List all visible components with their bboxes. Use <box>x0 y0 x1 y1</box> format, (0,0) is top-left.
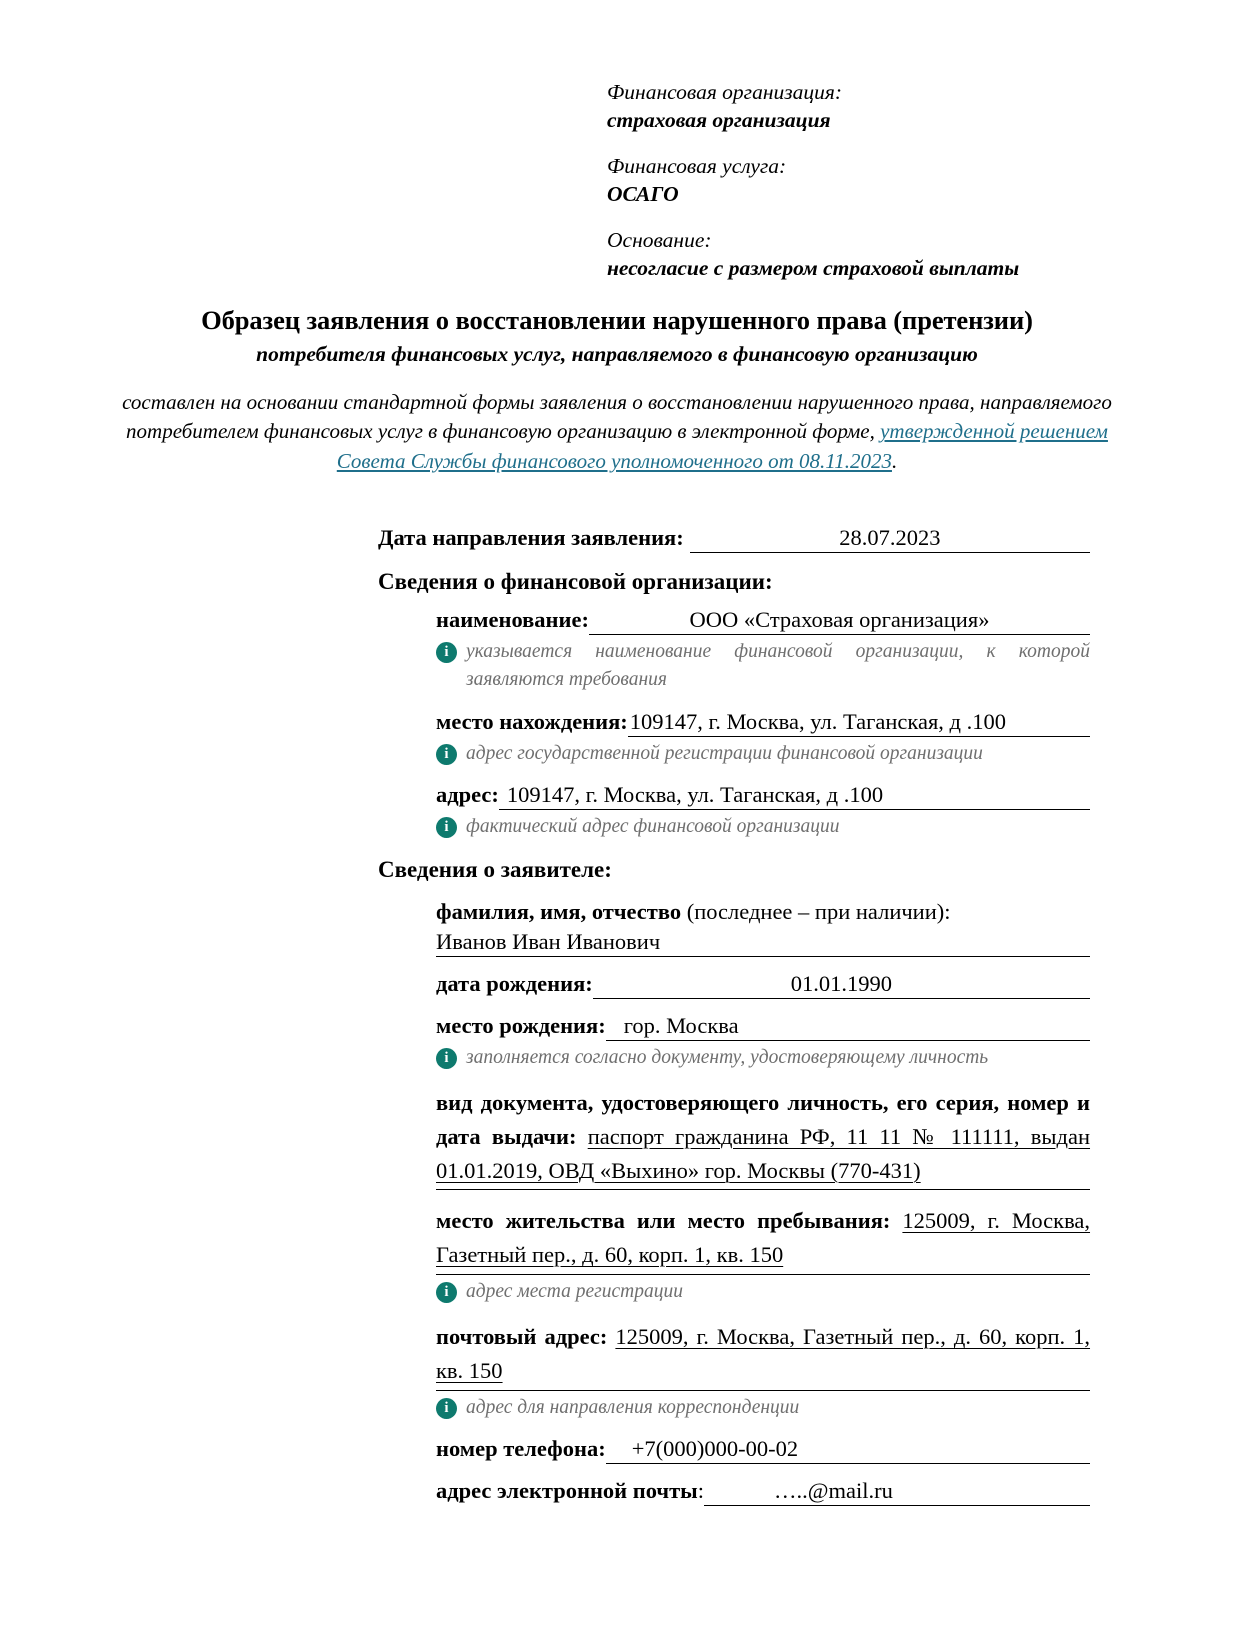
submission-date-label: Дата направления заявления: <box>378 525 684 550</box>
applicant-fullname-label-suffix: (последнее – при наличии): <box>686 899 951 925</box>
phone-value[interactable]: +7(000)000-00-02 <box>606 1436 1090 1464</box>
hint-org-name <box>436 638 1090 695</box>
meta-org-label: Финансовая организация: <box>607 80 843 104</box>
info-icon: i <box>436 1048 457 1069</box>
meta-financial-organization <box>607 78 1127 135</box>
residence-rule <box>436 1274 1090 1275</box>
residence-label: место жительства или место пребывания: <box>436 1208 891 1234</box>
hint-applicant-birthplace-text: заполняется согласно документу, удостоверяющему личность <box>466 1046 989 1068</box>
identity-document-rule <box>436 1189 1090 1190</box>
field-phone <box>436 1436 1090 1464</box>
hint-org-location-text: адрес государственной регистрации финансовой организации <box>466 742 983 764</box>
basis-note-period: . <box>891 449 898 474</box>
field-submission-date <box>378 525 1090 553</box>
info-icon: i <box>436 642 457 663</box>
org-address-label: адрес: <box>436 781 499 807</box>
email-label-colon: : <box>697 1477 704 1503</box>
email-label: адрес электронной почты <box>436 1477 698 1503</box>
identity-document-value[interactable]: паспорт гражданина РФ, 11 11 № 111111, выдан 01.01.2019, ОВД «Выхино» гор. Москвы (770-431) <box>436 1123 1091 1183</box>
applicant-birthdate-value[interactable]: 01.01.1990 <box>593 971 1090 999</box>
meta-reason <box>607 226 1127 283</box>
info-icon: i <box>436 744 457 765</box>
hint-applicant-birthplace <box>436 1044 1090 1072</box>
residence-value[interactable]: 125009, г. Москва, Газетный пер., д. 60, корп. 1, кв. 150 <box>436 1208 1091 1268</box>
phone-label: номер телефона: <box>436 1435 606 1461</box>
hint-postal-address-text: адрес для направления корреспонденции <box>466 1396 800 1418</box>
hint-org-address-text: фактический адрес финансовой организации <box>466 815 840 837</box>
field-email <box>436 1478 1090 1506</box>
applicant-fullname-label-row <box>436 895 1090 929</box>
applicant-fullname-label: фамилия, имя, отчество <box>436 899 682 925</box>
page-subtitle: потребителя финансовых услуг, направляемого в финансовую организацию <box>256 341 978 366</box>
meta-reason-value: несогласие с размером страховой выплаты <box>607 255 1020 280</box>
hint-residence-text: адрес места регистрации <box>466 1280 683 1302</box>
page-title: Образец заявления о восстановлении нарушенного права (претензии) <box>201 305 1033 335</box>
info-icon: i <box>436 1398 457 1419</box>
applicant-fullname-value-row <box>436 929 1090 957</box>
postal-address-label: почтовый адрес: <box>436 1324 608 1350</box>
identity-document-row <box>436 1086 1090 1187</box>
field-org-address <box>436 782 1090 841</box>
meta-reason-label: Основание: <box>607 227 712 252</box>
org-location-label: место нахождения: <box>436 708 628 734</box>
org-address-value[interactable]: 109147, г. Москва, ул. Таганская, д .100 <box>499 782 1090 810</box>
document-meta-block <box>607 78 1127 299</box>
hint-postal-address <box>436 1394 1090 1422</box>
postal-address-value[interactable]: 125009, г. Москва, Газетный пер., д. 60, корп. 1, кв. 150 <box>436 1324 1091 1383</box>
identity-document-label: вид документа, удостоверяющего личность, его серия, номер и дата выдачи: <box>436 1090 1090 1149</box>
org-location-value[interactable]: 109147, г. Москва, ул. Таганская, д .100 <box>628 709 1090 737</box>
field-applicant-fullname <box>436 895 1090 957</box>
form-body <box>378 525 1090 1520</box>
document-basis-note <box>110 388 1124 477</box>
meta-org-value: страховая организация <box>607 108 831 133</box>
hint-org-name-text: указывается наименование финансовой организации, к которой заявляются требования <box>466 641 1090 691</box>
council-decision-link[interactable]: утвержденной решением Совета Службы финансового уполномоченного от 08.11.2023 <box>336 419 1108 474</box>
meta-financial-service <box>607 152 1127 209</box>
applicant-birthplace-label: место рождения: <box>436 1012 606 1038</box>
field-applicant-birthdate <box>436 971 1090 999</box>
meta-service-label: Финансовая услуга: <box>607 153 787 178</box>
submission-date-value[interactable]: 28.07.2023 <box>690 525 1090 553</box>
meta-service-value: ОСАГО <box>607 182 679 207</box>
org-name-label: наименование: <box>436 607 589 632</box>
field-residence <box>436 1204 1090 1306</box>
field-org-name <box>436 607 1090 695</box>
section-heading-applicant: Сведения о заявителе: <box>378 857 612 883</box>
basis-note-line-1: составлен на основании стандартной формы заявления о восстановлении нарушенного права, <box>122 389 975 414</box>
info-icon: i <box>436 1282 457 1303</box>
postal-address-row <box>436 1320 1090 1388</box>
field-identity-document <box>436 1086 1090 1190</box>
postal-address-rule <box>436 1390 1090 1391</box>
residence-row <box>436 1204 1090 1272</box>
field-applicant-birthplace <box>436 1013 1090 1072</box>
applicant-birthplace-value[interactable]: гор. Москва <box>606 1013 1090 1041</box>
hint-residence <box>436 1278 1090 1306</box>
applicant-birthdate-label: дата рождения: <box>436 970 593 996</box>
basis-note-line-2: направляемого потребителем финансовых услуг в финансовую организацию в электронной форме, <box>126 389 1112 444</box>
hint-org-address <box>436 813 1090 841</box>
field-org-location <box>436 709 1090 768</box>
hint-org-location <box>436 740 1090 768</box>
section-heading-organization: Сведения о финансовой организации: <box>378 569 773 594</box>
field-postal-address <box>436 1320 1090 1422</box>
org-name-value[interactable]: ООО «Страховая организация» <box>589 607 1090 635</box>
applicant-fullname-value[interactable]: Иванов Иван Иванович <box>436 929 1090 957</box>
email-value[interactable]: …..@mail.ru <box>704 1478 1090 1506</box>
title-block <box>110 305 1124 477</box>
info-icon: i <box>436 817 457 838</box>
